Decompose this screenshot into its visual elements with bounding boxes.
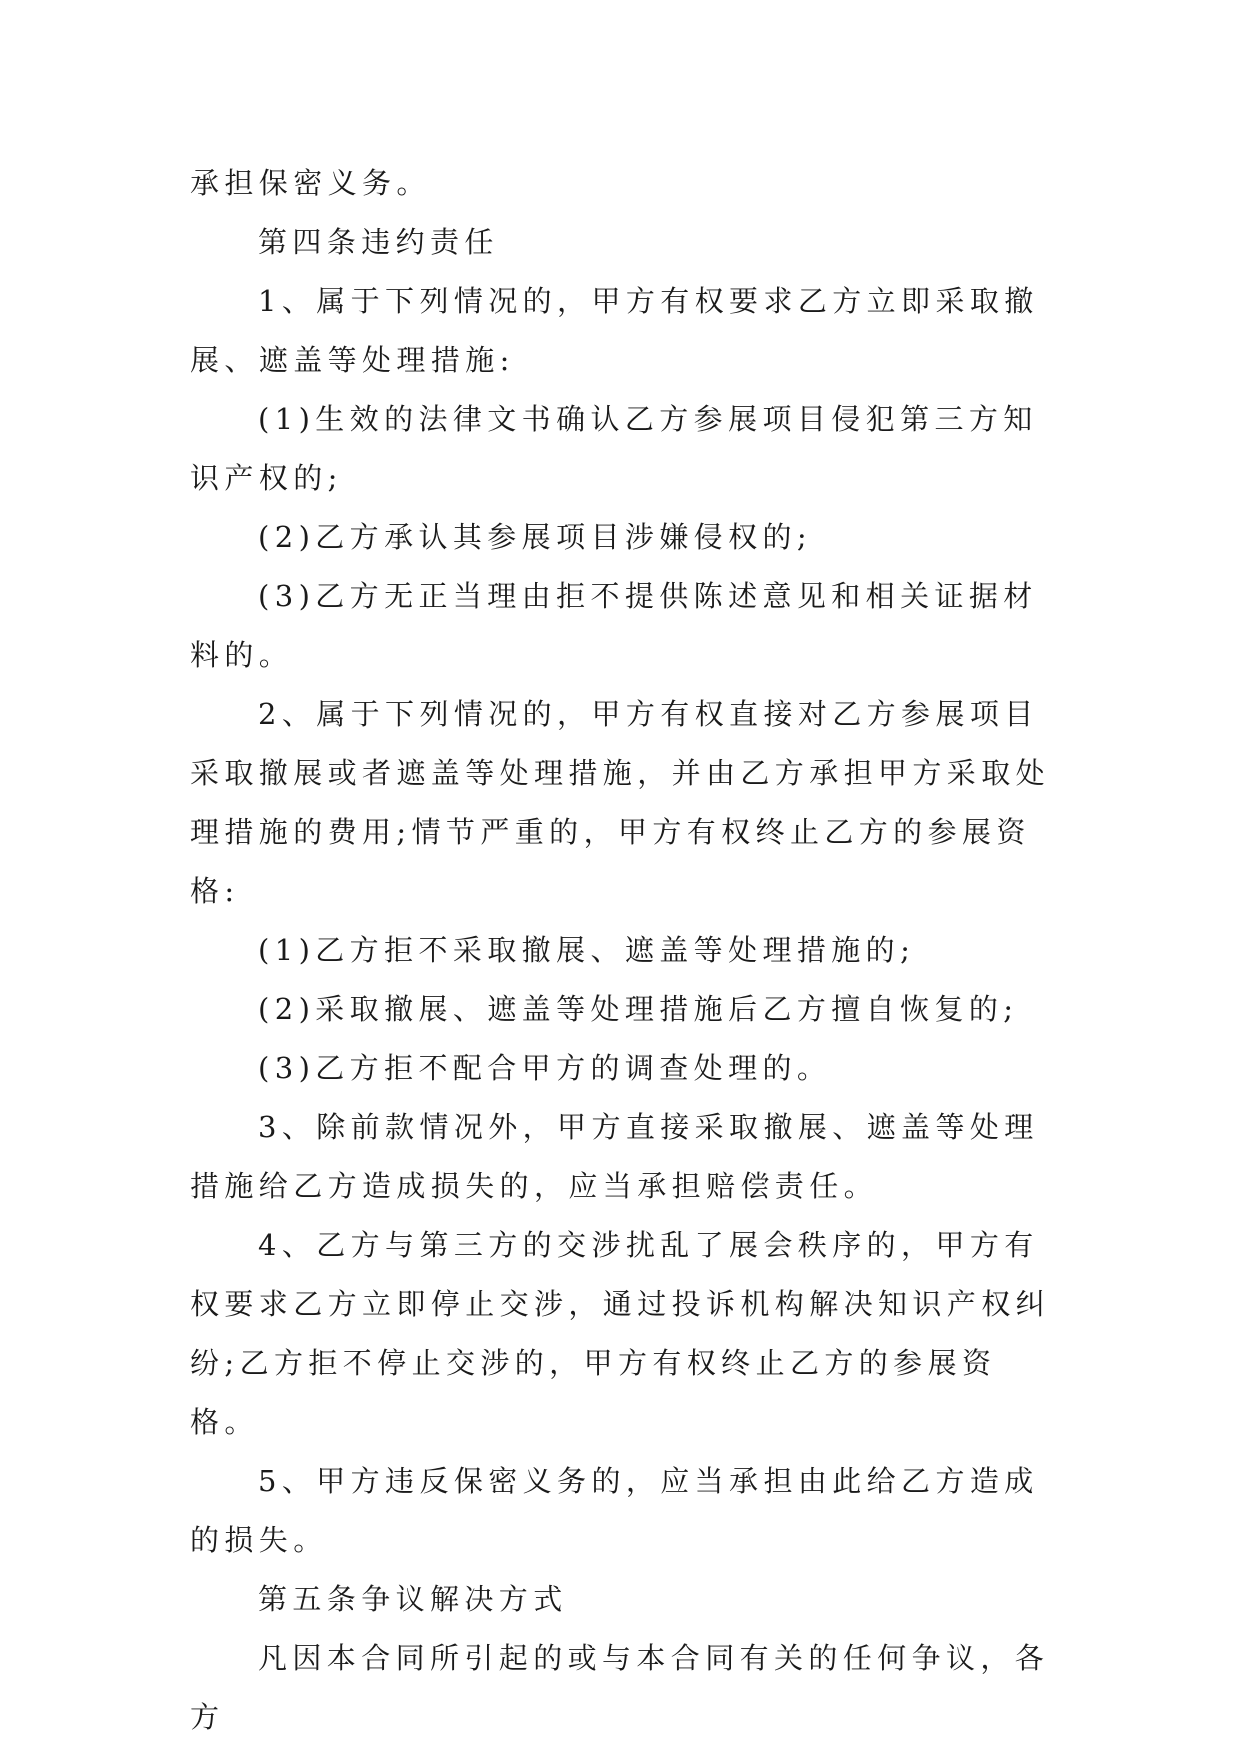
clause-4-4: 4、乙方与第三方的交涉扰乱了展会秩序的，甲方有权要求乙方立即停止交涉，通过投诉机构解决知识产权纠纷;乙方拒不停止交涉的，甲方有权终止乙方的参展资格。 [190, 1228, 1051, 1439]
section-heading-article-4: 第四条违约责任 [258, 225, 499, 259]
paragraph-confidentiality-tail: 承担保密义务。 [190, 166, 431, 200]
clause-4-1: 1、属于下列情况的，甲方有权要求乙方立即采取撤展、遮盖等处理措施: [190, 284, 1039, 377]
clause-5-intro: 凡因本合同所引起的或与本合同有关的任何争议，各方 [190, 1641, 1050, 1734]
clause-4-1-item-2: (2)乙方承认其参展项目涉嫌侵权的; [258, 520, 813, 554]
clause-4-2-item-3: (3)乙方拒不配合甲方的调查处理的。 [258, 1051, 832, 1085]
clause-4-5: 5、甲方违反保密义务的，应当承担由此给乙方造成的损失。 [190, 1464, 1039, 1557]
clause-4-2-item-2: (2)采取撤展、遮盖等处理措施后乙方擅自恢复的; [258, 992, 1019, 1026]
clause-4-2: 2、属于下列情况的，甲方有权直接对乙方参展项目采取撤展或者遮盖等处理措施，并由乙方承担甲方采取处理措施的费用;情节严重的，甲方有权终止乙方的参展资格: [190, 697, 1051, 908]
clause-4-3: 3、除前款情况外，甲方直接采取撤展、遮盖等处理措施给乙方造成损失的，应当承担赔偿责任。 [190, 1110, 1039, 1203]
clause-4-1-item-1: (1)生效的法律文书确认乙方参展项目侵犯第三方知识产权的; [190, 402, 1038, 495]
clause-4-2-item-1: (1)乙方拒不采取撤展、遮盖等处理措施的; [258, 933, 916, 967]
clause-4-1-item-3: (3)乙方无正当理由拒不提供陈述意见和相关证据材料的。 [190, 579, 1038, 672]
document-body [190, 154, 1052, 1747]
section-heading-article-5: 第五条争议解决方式 [258, 1582, 568, 1616]
